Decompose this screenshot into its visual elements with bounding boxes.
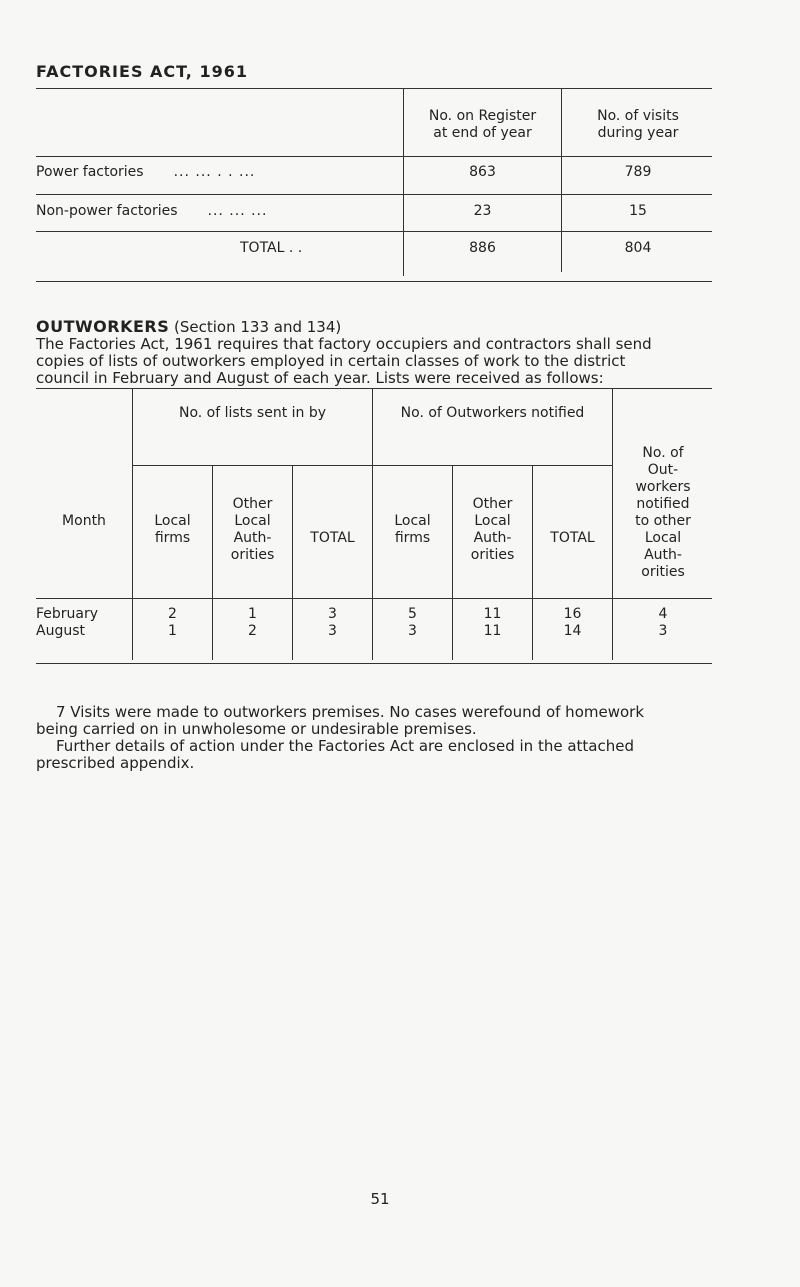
- table-rule: [36, 388, 712, 389]
- total-register: 886: [469, 240, 496, 256]
- header-other-local: Other Local Auth- orities: [470, 496, 515, 563]
- table-row-month: August: [36, 623, 85, 639]
- table-cell: 3: [328, 623, 337, 639]
- table-rule: [36, 156, 712, 157]
- header-register: No. on Register at end of year: [428, 108, 537, 141]
- closing-line: prescribed appendix.: [36, 754, 195, 772]
- header-notified-other: No. of Out- workers notified to other Local Auth- orities: [635, 445, 691, 580]
- table-cell: 23: [473, 203, 492, 219]
- header-other-local: Other Local Auth- orities: [230, 496, 275, 563]
- table-rule: [133, 465, 372, 466]
- section-heading: OUTWORKERS: [36, 317, 170, 336]
- intro-line: council in February and August of each year. Lists were received as follows:: [36, 369, 604, 387]
- header-local-firms: Local firms: [394, 513, 431, 546]
- table-cell: 2: [248, 623, 257, 639]
- table-cell: 789: [624, 164, 652, 180]
- intro-line: The Factories Act, 1961 requires that factory occupiers and contractors shall send: [36, 335, 652, 353]
- group-header-outworkers: No. of Outworkers notified: [400, 405, 585, 421]
- table-cell: 3: [328, 606, 337, 622]
- table-cell: 1: [168, 623, 177, 639]
- table-row-label: Power factories ... ... . . ...: [36, 164, 256, 180]
- table-rule: [373, 465, 612, 466]
- section-reference: (Section 133 and 134): [174, 318, 342, 336]
- table-cell: 16: [563, 606, 582, 622]
- header-total: TOTAL: [310, 530, 355, 546]
- table-cell: 11: [483, 606, 502, 622]
- table-cell: 4: [658, 606, 668, 622]
- header-visits: No. of visits during year: [597, 108, 679, 141]
- table-cell: 5: [408, 606, 417, 622]
- group-header-lists: No. of lists sent in by: [178, 405, 327, 421]
- closing-paragraph: [36, 704, 736, 772]
- closing-line: 7 Visits were made to outworkers premises. No cases werefound of homework: [56, 703, 645, 721]
- table-rule: [36, 281, 712, 282]
- closing-line: being carried on in unwholesome or undesirable premises.: [36, 720, 477, 738]
- table-cell: 3: [658, 623, 668, 639]
- page-number: 51: [370, 1190, 390, 1208]
- total-visits: 804: [624, 240, 652, 256]
- header-total: TOTAL: [550, 530, 595, 546]
- table-cell: 14: [563, 623, 582, 639]
- table-rule: [36, 598, 712, 599]
- closing-line: Further details of action under the Factories Act are enclosed in the attached: [56, 737, 634, 755]
- table-cell: 2: [168, 606, 177, 622]
- outworkers-section: [36, 318, 726, 387]
- table-cell: 863: [469, 164, 496, 180]
- table-rule: [36, 88, 712, 89]
- table-row-label: Non-power factories ... ... ...: [36, 203, 268, 219]
- table-cell: 11: [483, 623, 502, 639]
- header-local-firms: Local firms: [154, 513, 191, 546]
- table-cell: 1: [248, 606, 257, 622]
- header-month: Month: [62, 513, 106, 529]
- table-rule: [36, 663, 712, 664]
- table-row-month: February: [36, 606, 99, 622]
- intro-line: copies of lists of outworkers employed in certain classes of work to the district: [36, 352, 626, 370]
- page-title: FACTORIES ACT, 1961: [36, 62, 248, 81]
- table-rule: [36, 231, 712, 232]
- table-rule: [36, 194, 712, 195]
- total-label: TOTAL . .: [240, 240, 303, 256]
- table-cell: 15: [629, 203, 647, 219]
- table-cell: 3: [408, 623, 417, 639]
